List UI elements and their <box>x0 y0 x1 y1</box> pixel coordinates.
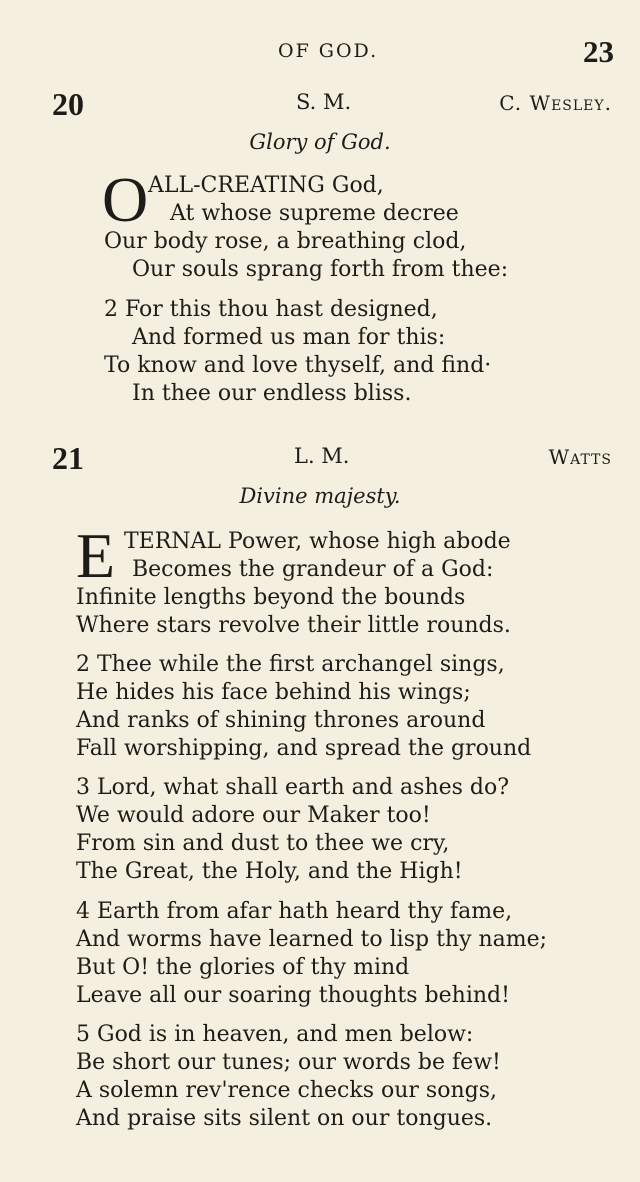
hymn-20-dropcap: O <box>102 164 149 235</box>
hymn-21-header <box>0 440 640 480</box>
hymn-author: Watts <box>548 445 612 469</box>
hymn-20-subtitle: Glory of God. <box>249 130 391 154</box>
running-head <box>0 34 640 74</box>
verse-line: From sin and dust to thee we cry, <box>76 831 450 856</box>
verse-line: He hides his face behind his wings; <box>76 680 471 705</box>
verse-line: Our souls sprang forth from thee: <box>132 257 509 282</box>
verse-line: At whose supreme decree <box>170 201 459 226</box>
verse-line: 4 Earth from afar hath heard thy fame, <box>76 899 513 924</box>
verse-line: Our body rose, a breathing clod, <box>104 229 467 254</box>
hymn-meter: L. M. <box>294 444 350 468</box>
verse-line: A solemn rev'rence checks our songs, <box>76 1078 497 1103</box>
hymn-21-subtitle: Divine majesty. <box>239 484 401 508</box>
verse-line: Infinite lengths beyond the bounds <box>76 585 466 610</box>
hymn-number: 20 <box>52 86 84 122</box>
verse-line: To know and love thyself, and find· <box>104 353 492 378</box>
verse-line: The Great, the Holy, and the High! <box>76 859 463 884</box>
hymn-20-header <box>0 86 640 126</box>
verse-line: In thee our endless bliss. <box>132 381 412 406</box>
verse-line: 3 Lord, what shall earth and ashes do? <box>76 775 510 800</box>
verse-line: And praise sits silent on our tongues. <box>76 1106 493 1131</box>
verse-line: Fall worshipping, and spread the ground <box>76 736 532 761</box>
verse-line: Leave all our soaring thoughts behind! <box>76 983 510 1008</box>
verse-line: Where stars revolve their little rounds. <box>76 613 511 638</box>
verse-line: But O! the glories of thy mind <box>76 955 410 980</box>
verse-line: Becomes the grandeur of a God: <box>132 557 494 582</box>
page-number: 23 <box>583 34 614 69</box>
verse-line: Be short our tunes; our words be few! <box>76 1050 501 1075</box>
verse-line: And formed us man for this: <box>132 325 446 350</box>
hymn-meter: S. M. <box>296 90 352 114</box>
running-title: OF GOD. <box>278 40 379 62</box>
hymn-21-dropcap: E <box>76 520 116 591</box>
hymn-number: 21 <box>52 440 84 476</box>
hymn-author: C. Wesley. <box>499 91 612 115</box>
verse-line: And ranks of shining thrones around <box>76 708 486 733</box>
verse-line: We would adore our Maker too! <box>76 803 431 828</box>
verse-line: ALL-CREATING God, <box>148 173 384 198</box>
verse-line: 2 Thee while the first archangel sings, <box>76 652 505 677</box>
verse-line: TERNAL Power, whose high abode <box>124 529 511 554</box>
verse-line: 5 God is in heaven, and men below: <box>76 1022 474 1047</box>
verse-line: 2 For this thou hast designed, <box>104 297 438 322</box>
verse-line: And worms have learned to lisp thy name; <box>76 927 548 952</box>
